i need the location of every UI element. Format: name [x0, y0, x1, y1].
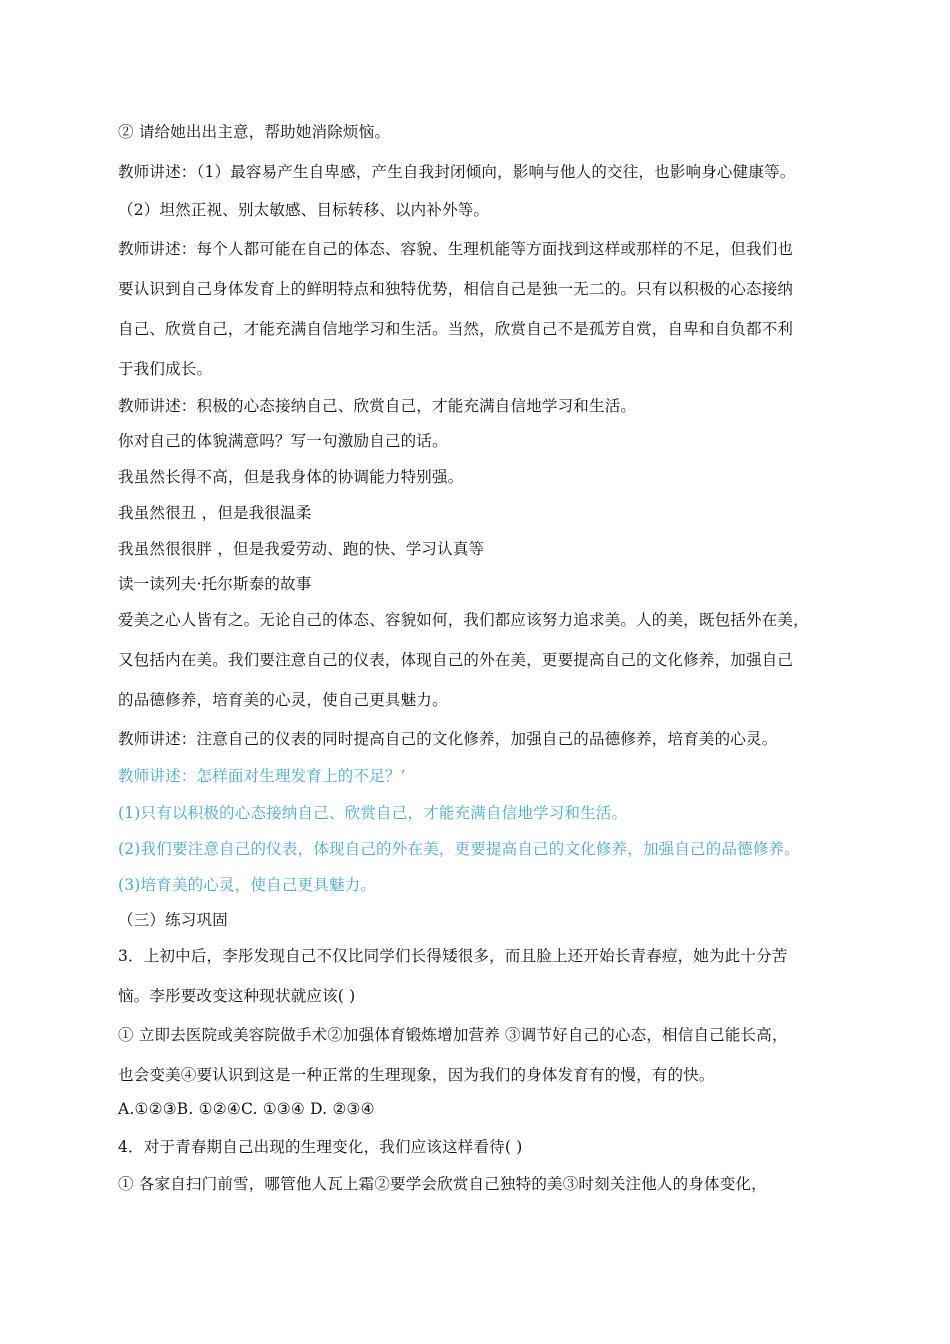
text-line: 我虽然长得不高，但是我身体的协调能力特别强。 — [118, 468, 464, 486]
text-line: (1)只有以积极的心态接纳自己、欣赏自己，才能充满自信地学习和生活。 — [118, 804, 628, 822]
text-line: （三）练习巩固 — [118, 911, 228, 929]
text-line: 读一读列夫·托尔斯泰的故事 — [118, 575, 312, 593]
text-line: 要认识到自己身体发育上的鲜明特点和独特优势，相信自己是独一无二的。只有以积极的心态接纳 — [118, 280, 794, 298]
text-line: 3．上初中后，李彤发现自己不仅比同学们长得矮很多，而且脸上还开始长青春痘，她为此十分苦 — [118, 947, 788, 965]
text-line: 我虽然很很胖 ，但是我爱劳动、跑的快、学习认真等 — [118, 540, 485, 558]
text-line: (3)培育美的心灵，使自己更具魅力。 — [118, 876, 377, 894]
text-line: ① 各家自扫门前雪，哪管他人瓦上霜②要学会欣赏自己独特的美③时刻关注他人的身体变化， — [118, 1175, 767, 1193]
text-line: 爱美之心人皆有之。无论自己的体态、容貌如何，我们都应该努力追求美。人的美，既包括外在美， — [118, 611, 809, 629]
text-line: 于我们成长。 — [118, 360, 213, 378]
text-line: 恼。李彤要改变这种现状就应该( ) — [118, 987, 356, 1005]
text-line: A.①②③B. ①②④C. ①③④ D. ②③④ — [118, 1100, 375, 1118]
text-line: 自己、欣赏自己，才能充满自信地学习和生活。当然，欣赏自己不是孤芳自赏，自卑和自负都不利 — [118, 320, 794, 338]
text-line: 的品德修养，培育美的心灵，使自己更具魅力。 — [118, 691, 448, 709]
text-line: 4．对于青春期自己出现的生理变化，我们应该这样看待( ) — [118, 1138, 523, 1156]
text-line: 教师讲述：积极的心态接纳自己、欣赏自己，才能充满自信地学习和生活。 — [118, 397, 637, 415]
text-line: 也会变美④要认识到这是一种正常的生理现象，因为我们的身体发育有的慢，有的快。 — [118, 1066, 715, 1084]
text-line: ② 请给她出出主意，帮助她消除烦恼。 — [118, 123, 391, 141]
text-line: 教师讲述：（1）最容易产生自卑感，产生自我封闭倾向，影响与他人的交往，也影响身心健康等。 — [118, 163, 796, 181]
text-line: ① 立即去医院或美容院做手术②加强体育锻炼增加营养 ③调节好自己的心态，相信自己能长高， — [118, 1026, 788, 1044]
text-line: 又包括内在美。我们要注意自己的仪表，体现自己的外在美，更要提高自己的文化修养，加强自己 — [118, 651, 794, 669]
text-line: 教师讲述：注意自己的仪表的同时提高自己的文化修养，加强自己的品德修养，培育美的心灵。 — [118, 730, 778, 748]
text-line: 教师讲述：每个人都可能在自己的体态、容貌、生理机能等方面找到这样或那样的不足，但我们也 — [118, 240, 794, 258]
text-line: （2）坦然正视、别太敏感、目标转移、以内补外等。 — [118, 201, 490, 219]
text-line: 我虽然很丑 ，但是我很温柔 — [118, 504, 312, 522]
text-line: (2)我们要注意自己的仪表，体现自己的外在美，更要提高自己的文化修养，加强自己的品德修养。 — [118, 840, 800, 858]
text-line: 教师讲述：怎样面对生理发育上的不足？’ — [118, 767, 406, 785]
text-line: 你对自己的体貌满意吗？写一句激励自己的话。 — [118, 432, 448, 450]
